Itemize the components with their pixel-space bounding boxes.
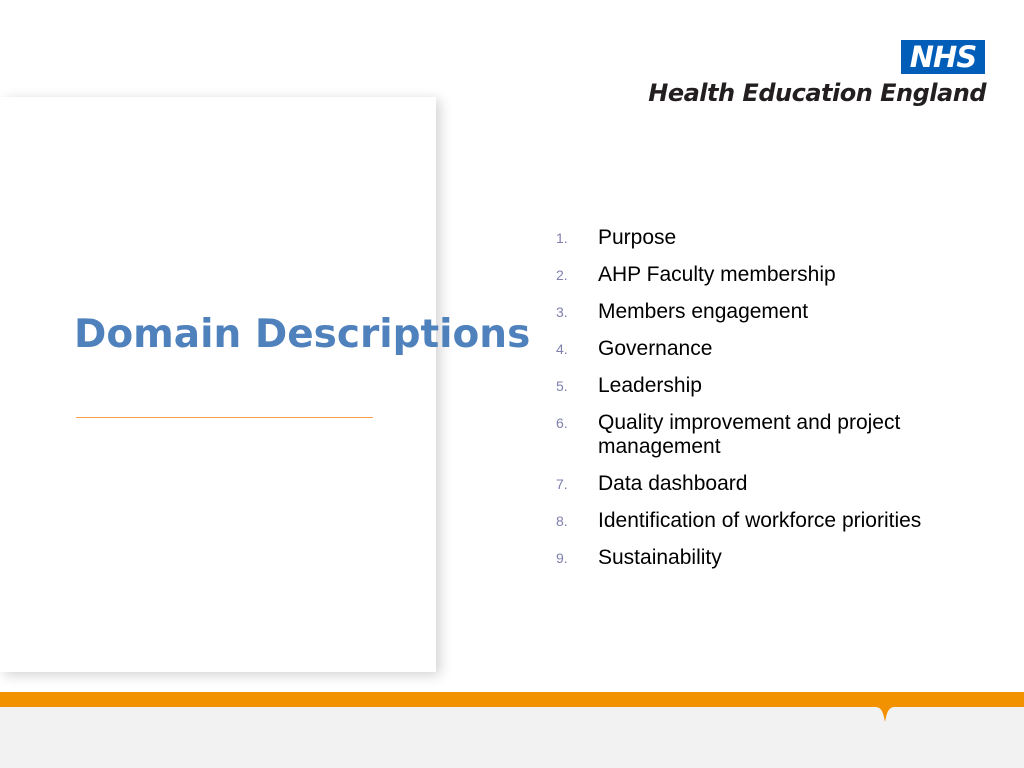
list-number: 5. xyxy=(556,378,568,394)
list-number: 7. xyxy=(556,476,568,492)
list-text: Quality improvement and project management xyxy=(598,411,901,458)
footer-band xyxy=(0,692,1024,768)
list-number: 1. xyxy=(556,230,568,246)
nhs-hee-logo xyxy=(640,40,986,110)
list-text: Members engagement xyxy=(598,300,809,323)
list-text: Leadership xyxy=(598,374,702,397)
list-number: 2. xyxy=(556,267,568,283)
list-item xyxy=(556,226,996,250)
list-number: 6. xyxy=(556,415,568,431)
nhs-badge: NHS xyxy=(901,40,985,74)
title-card xyxy=(0,97,436,672)
domain-list xyxy=(556,226,996,583)
list-text: AHP Faculty membership xyxy=(598,263,836,286)
organisation-name: Health Education England xyxy=(648,79,986,107)
list-text: Governance xyxy=(598,337,713,360)
list-item xyxy=(556,374,996,398)
list-number: 3. xyxy=(556,304,568,320)
list-text: Data dashboard xyxy=(598,472,748,495)
slide-title: Domain Descriptions xyxy=(74,312,531,357)
list-text: Identification of workforce priorities xyxy=(598,509,922,532)
list-number: 4. xyxy=(556,341,568,357)
list-item xyxy=(556,472,996,496)
list-text: Purpose xyxy=(598,226,677,249)
title-underline xyxy=(76,417,373,418)
list-number: 8. xyxy=(556,513,568,529)
list-item xyxy=(556,546,996,570)
list-number: 9. xyxy=(556,550,568,566)
list-item xyxy=(556,509,996,533)
footer-wave-graphic xyxy=(0,692,1024,768)
list-item xyxy=(556,263,996,287)
list-item xyxy=(556,411,996,459)
list-item xyxy=(556,300,996,324)
list-item xyxy=(556,337,996,361)
list-text: Sustainability xyxy=(598,546,722,569)
